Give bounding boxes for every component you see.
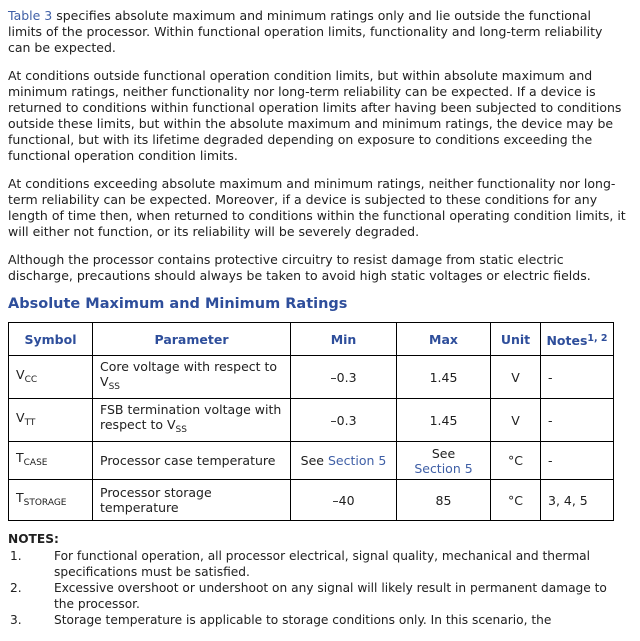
paragraph-conditions-outside: At conditions outside functional operation condition limits, but within absolute maximum and minimum ratings, neither functionality nor long-term reliability can be expected. If a device is returned to conditions within functional operation limits after having been subjected to conditions outside these limits, but within the absolute maximum and minimum ratings, the device may be functional, but with its lifetime degraded depending on exposure to conditions exceeding the functional operation condition limits.	[8, 68, 622, 163]
note-number: 1.	[10, 549, 22, 563]
section-heading: Absolute Maximum and Minimum Ratings	[8, 296, 348, 312]
note-text: Excessive overshoot or undershoot on any signal will likely result in permanent damage to the processor.	[54, 581, 607, 611]
parameter-cell: FSB termination voltage with respect to $V_{SS}$	[93, 399, 291, 442]
note-text: Storage temperature is applicable to storage conditions only. In this scenario, the	[54, 613, 552, 627]
note-text: For functional operation, all processor electrical, signal quality, mechanical and thermal specifications must be satisfied.	[54, 549, 591, 579]
column-header-parameter: Parameter	[93, 323, 291, 356]
table-row-vcc	[9, 356, 614, 399]
column-header-unit: Unit	[491, 323, 541, 356]
document-page	[8, 8, 626, 628]
paragraph-static-discharge: Although the processor contains protective circuitry to resist damage from static electric discharge, precautions should always be taken to avoid high static voltages or electric fields.	[8, 252, 591, 283]
notes-section	[8, 531, 626, 628]
intro-paragraph	[8, 8, 626, 56]
note-item-1	[8, 548, 626, 580]
min-cell: –0.3	[291, 356, 397, 399]
max-cell: 85	[397, 480, 491, 521]
column-header-min: Min	[291, 323, 397, 356]
symbol-cell: $V_{TT}$	[9, 399, 93, 442]
notes-cell: -	[541, 399, 614, 442]
notes-cell: 3, 4, 5	[541, 480, 614, 521]
table-header-row	[9, 323, 614, 356]
unit-cell: V	[491, 356, 541, 399]
symbol-cell: $T_{CASE}$	[9, 442, 93, 480]
section-5-link-max[interactable]: Section 5	[414, 460, 473, 476]
max-cell: See Section 5	[397, 442, 491, 480]
note-number: 2.	[10, 581, 22, 595]
column-header-max: Max	[397, 323, 491, 356]
unit-cell: V	[491, 399, 541, 442]
notes-cell: -	[541, 442, 614, 480]
column-header-notes	[541, 323, 614, 356]
symbol-cell: $V_{CC}$	[9, 356, 93, 399]
parameter-cell: Core voltage with respect to $V_{SS}$	[93, 356, 291, 399]
notes-cell: -	[541, 356, 614, 399]
note-number: 3.	[10, 613, 22, 627]
min-cell: See Section 5	[291, 442, 397, 480]
column-header-symbol: Symbol	[9, 323, 93, 356]
table-row-vtt	[9, 399, 614, 442]
note-item-3	[8, 612, 626, 628]
paragraph-conditions-exceeding: At conditions exceeding absolute maximum and minimum ratings, neither functionality nor long-term reliability can be expected. Moreover, if a device is subjected to these conditions for any length of time then, when returned to conditions within the functional operating condition limits, it will either not function, or its reliability will be severely degraded.	[8, 176, 626, 239]
parameter-cell: Processor case temperature	[93, 442, 291, 480]
notes-title: NOTES:	[8, 532, 59, 546]
note-item-2	[8, 580, 626, 612]
unit-cell: °C	[491, 480, 541, 521]
min-cell: –0.3	[291, 399, 397, 442]
table-row-tstorage	[9, 480, 614, 521]
table-3-link[interactable]: Table 3	[8, 8, 53, 23]
notes-header-superscript: 1, 2	[587, 332, 608, 344]
notes-header-label: Notes	[546, 332, 588, 348]
ratings-table	[8, 322, 614, 521]
table-row-tcase	[9, 442, 614, 480]
unit-cell: °C	[491, 442, 541, 480]
intro-paragraph-text: specifies absolute maximum and minimum ratings only and lie outside the functional limits of the processor. Within functional operation limits, functionality and long-term reliability can be expected.	[8, 8, 603, 55]
parameter-cell: Processor storage temperature	[93, 480, 291, 521]
section-5-link-min[interactable]: Section 5	[327, 453, 387, 468]
min-cell: –40	[291, 480, 397, 521]
symbol-cell: $T_{STORAGE}$	[9, 480, 93, 521]
max-cell: 1.45	[397, 356, 491, 399]
max-cell: 1.45	[397, 399, 491, 442]
